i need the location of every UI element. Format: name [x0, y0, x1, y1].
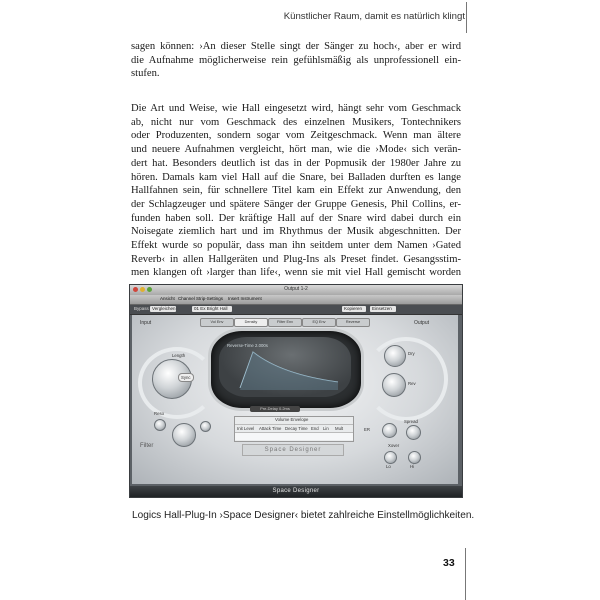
spread-knob[interactable] [406, 425, 421, 440]
plugin-menubar [130, 295, 462, 305]
header-rule [466, 2, 467, 33]
dry-knob[interactable] [384, 345, 406, 367]
env-header: Init Level [237, 426, 255, 431]
menu-item[interactable]: Channel Strip-Settings [178, 296, 224, 301]
text-line: der Schlagzeuger und spätere Sänger der Gruppe Genesis, Phil Collins, er- [131, 198, 461, 210]
filter-mode-knob[interactable] [200, 421, 211, 432]
tab-reverse[interactable]: Reverse [336, 318, 370, 327]
dry-label: Dry [408, 351, 415, 356]
output-label: Output [414, 320, 430, 326]
lo-label: Lo [386, 464, 391, 469]
text-line: oder Produzenten, sondern sogar vom Zeitgeschmack. Wenn man ältere [131, 130, 461, 142]
predelay-readout: Pre-Delay 0.2ms [250, 406, 300, 412]
page-number: 33 [443, 557, 455, 569]
preset-menu[interactable]: 01 Ex Bright Hall [194, 306, 228, 311]
length-label: Length [172, 353, 186, 358]
compare-button[interactable]: Vergleichen [152, 306, 176, 311]
paste-button[interactable]: Einsetzen [372, 306, 392, 311]
text-line: Effekt wurde so populär, dass man ihn seitdem unter dem Namen ›Gated [131, 240, 461, 252]
display-text: Reverse-Time 2.000s [227, 343, 268, 348]
filter-label: Filter [140, 443, 154, 449]
paragraph-2 [131, 102, 461, 294]
text-line: Reverb‹ in allen Hallgeräten und Plug-Ins als Preset findet. Gesangsstim- [131, 253, 461, 265]
plugin-footer: Space Designer [130, 486, 462, 497]
running-head: Künstlicher Raum, damit es natürlich klingt [283, 11, 465, 22]
env-header: Mult [335, 426, 344, 431]
lo-knob[interactable] [384, 451, 397, 464]
er-label: ER [364, 427, 370, 432]
space-designer-panel [132, 315, 458, 484]
text-line: ab, nicht nur vom Geschmack des einzelnen Musikers, Tontechnikers [131, 116, 461, 128]
plugin-screenshot [129, 284, 463, 498]
text-line: Noisegate ziemlich hart und im Rhythmus der Musik abgeschnitten. Der [131, 226, 461, 238]
paragraph-1 [131, 40, 461, 81]
spread-label: Spread [404, 419, 418, 424]
volume-envelope-table [234, 416, 354, 442]
envelope-tabs [200, 318, 370, 326]
text-line: Die Art und Weise, wie Hall eingesetzt wird, hängt sehr vom Geschmack [131, 103, 461, 114]
product-plate: Space Designer [242, 444, 344, 456]
text-line: dert hat. Besonders deutlich ist das in der Popmusik der 1980er Jahre zu [131, 157, 461, 169]
sync-label: Sync [178, 373, 194, 382]
env-header: End [311, 426, 319, 431]
text-line: men klangen oft ›larger than life‹, wenn sie mit viel Hall gemischt worden [131, 267, 461, 279]
bypass-button[interactable]: Bypass [134, 306, 149, 311]
reso-label: Reso [154, 411, 165, 416]
window-title: Output 1-2 [284, 286, 308, 292]
tab-filter-env[interactable]: Filter Env [268, 318, 302, 327]
rev-label: Rev [408, 381, 416, 386]
output-arc [364, 337, 448, 421]
hi-label: Hi [410, 464, 415, 469]
tab-eq-env[interactable]: EQ Env [302, 318, 336, 327]
env-header: Attack Time [259, 426, 282, 431]
text-line: stufen. [131, 68, 160, 80]
envelope-curve [208, 328, 358, 405]
figure-caption: Logics Hall-Plug-In ›Space Designer‹ bietet zahlreiche Einstellmöglichkeiten. [132, 510, 475, 521]
preset-bar [130, 305, 462, 315]
filter-knob[interactable] [172, 423, 196, 447]
text-line: funden haben soll. Der kräftige Hall auf der Snare wird dabei durch ein [131, 212, 461, 224]
env-header: Lin [323, 426, 329, 431]
envelope-values-row[interactable] [235, 432, 353, 440]
xover-label: Xover [388, 443, 400, 448]
reso-knob[interactable] [154, 419, 166, 431]
envelope-title: Volume Envelope [275, 417, 309, 422]
env-header: Decay Time [285, 426, 308, 431]
input-label: Input [140, 320, 152, 326]
hi-knob[interactable] [408, 451, 421, 464]
text-line: hören. Damals kam viel Hall auf die Snare, bei Balladen durften es lange [131, 171, 461, 183]
rev-knob[interactable] [382, 373, 406, 397]
text-line: die Aufnahme möglicherweise rein gefühlsmäßig als unprofessionell ein- [131, 54, 461, 66]
footer-rule [465, 548, 466, 600]
impulse-display[interactable] [208, 328, 364, 411]
er-knob[interactable] [382, 423, 397, 438]
text-line: Hallfahnen sein, für schnellere Titel kam ein Effekt zur Anwendung, den [131, 185, 461, 197]
copy-button[interactable]: Kopieren [344, 306, 363, 311]
text-line: und neuere Aufnahmen vergleicht, hört man, wie die ›Mode‹ sich verän- [131, 144, 461, 156]
tab-vol-env[interactable]: Vol Env [200, 318, 234, 327]
menu-item[interactable]: Ansicht [160, 296, 175, 301]
tab-density[interactable]: Density [234, 318, 268, 327]
text-line: sagen können: ›An dieser Stelle singt der Sänger zu hoch‹, aber er wird [131, 41, 461, 52]
menu-item[interactable]: Insert Instrument [228, 296, 262, 301]
